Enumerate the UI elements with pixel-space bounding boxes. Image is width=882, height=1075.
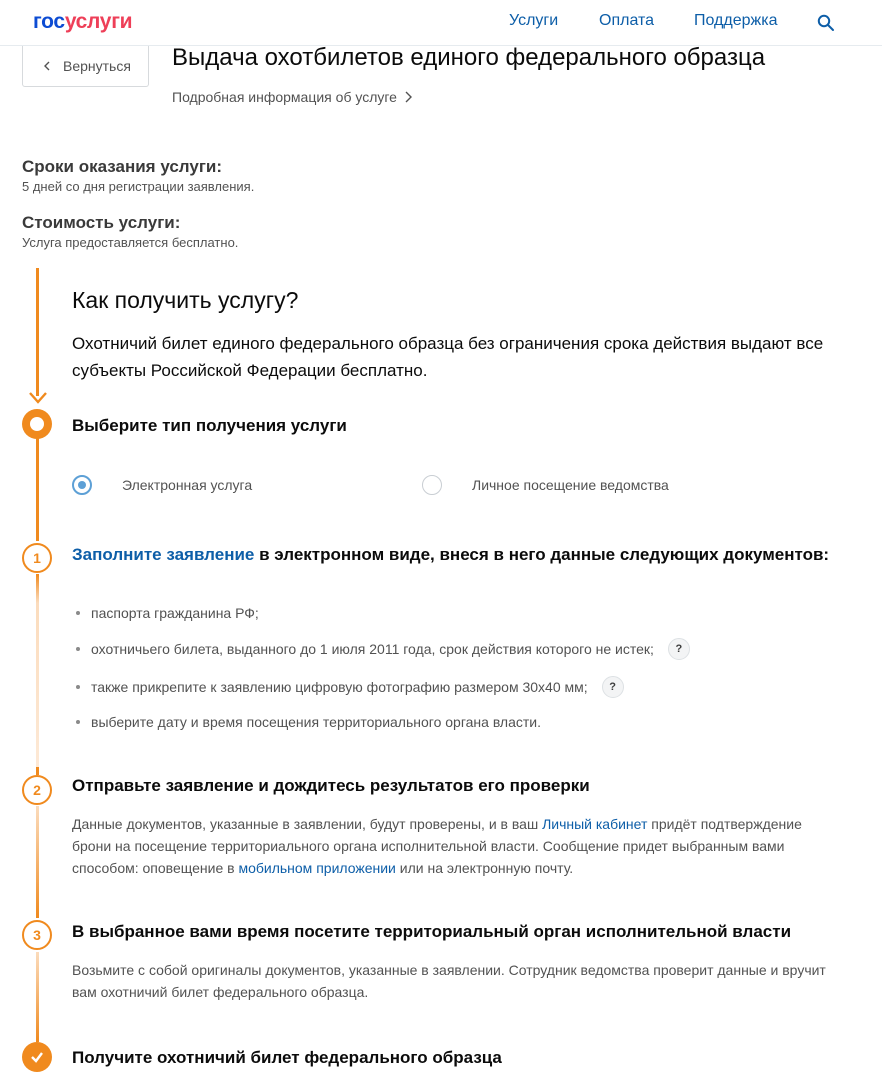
more-info-link[interactable] xyxy=(172,89,412,105)
radio-electronic-label[interactable]: Электронная услуга xyxy=(122,477,253,493)
mobile-app-link[interactable]: мобильном приложении xyxy=(238,860,396,876)
list-item-text: выберите дату и время посещения территориального органа власти. xyxy=(91,714,542,730)
timeline-line xyxy=(36,268,39,396)
cost-value: Услуга предоставляется бесплатно. xyxy=(22,235,239,250)
list-item-text: также прикрепите к заявлению цифровую фотографию размером 30х40 мм; xyxy=(91,679,588,695)
list-item xyxy=(76,676,624,698)
list-item-text: паспорта гражданина РФ; xyxy=(91,605,259,621)
how-title: Как получить услугу? xyxy=(72,287,299,313)
timeline-line xyxy=(36,952,39,1042)
terms-value: 5 дней со дня регистрации заявления. xyxy=(22,179,255,194)
timeline-line xyxy=(36,438,39,541)
step1-title xyxy=(72,542,832,567)
step-number-3: 3 xyxy=(22,920,52,950)
step-final-dot xyxy=(22,1042,52,1072)
radio-personal-visit-label[interactable]: Личное посещение ведомства xyxy=(472,477,669,493)
terms-label: Сроки оказания услуги: xyxy=(22,157,223,176)
more-info-label: Подробная информация об услуге xyxy=(172,89,397,105)
help-icon[interactable]: ? xyxy=(602,676,624,698)
timeline-line xyxy=(36,767,39,775)
step-number-1: 1 xyxy=(22,543,52,573)
list-item-text: охотничьего билета, выданного до 1 июля 2011 года, срок действия которого не истек; xyxy=(91,641,654,657)
radio-electronic[interactable] xyxy=(72,475,92,495)
timeline-line xyxy=(36,574,39,767)
bullet-icon xyxy=(76,685,80,689)
nav-support[interactable]: Поддержка xyxy=(694,12,778,29)
step2-text-a: Данные документов, указанные в заявлении, будут проверены, и в ваш xyxy=(72,816,543,832)
list-item xyxy=(76,714,541,730)
nav-services[interactable]: Услуги xyxy=(509,12,559,29)
bullet-icon xyxy=(76,611,80,615)
step-number-2: 2 xyxy=(22,775,52,805)
list-item xyxy=(76,605,259,621)
chevron-right-icon xyxy=(404,91,412,103)
header xyxy=(0,0,882,46)
arrow-down-icon xyxy=(28,385,48,405)
search-icon[interactable] xyxy=(817,14,835,32)
cost-label: Стоимость услуги: xyxy=(22,213,181,232)
list-item xyxy=(76,638,690,660)
step2-title: Отправьте заявление и дождитесь результатов его проверки xyxy=(72,776,590,795)
checkmark-icon xyxy=(29,1049,45,1065)
step2-text-b: придёт подтверждение брони на посещение территориального органа исполнительной власти. Сообщение придет выбранным вами способом: оповещение в xyxy=(72,816,802,876)
gosuslugi-logo[interactable]: госуслуги xyxy=(33,10,133,33)
help-icon[interactable]: ? xyxy=(668,638,690,660)
step1-title-rest: в электронном виде, внеся в него данные следующих документов: xyxy=(254,545,830,564)
back-button[interactable] xyxy=(22,46,149,87)
page-title: Выдача охотбилетов единого федерального образца xyxy=(172,44,766,71)
back-button-label: Вернуться xyxy=(63,58,131,74)
step2-text-c: или на электронную почту. xyxy=(395,860,574,876)
step-dot-start xyxy=(22,409,52,439)
step2-text xyxy=(72,813,842,879)
choose-title: Выберите тип получения услуги xyxy=(72,416,347,435)
bullet-icon xyxy=(76,720,80,724)
timeline-line xyxy=(36,806,39,918)
step3-title: В выбранное вами время посетите территориальный орган исполнительной власти xyxy=(72,922,792,941)
personal-account-link[interactable]: Личный кабинет xyxy=(542,816,648,832)
chevron-left-icon xyxy=(41,60,53,72)
bullet-icon xyxy=(76,647,80,651)
fill-application-link[interactable]: Заполните заявление xyxy=(72,545,255,564)
nav-payment[interactable]: Оплата xyxy=(599,12,655,29)
step3-text: Возьмите с собой оригиналы документов, указанные в заявлении. Сотрудник ведомства проверит данные и вручит вам охотничий билет федерального образца. xyxy=(72,962,826,1000)
final-title: Получите охотничий билет федерального образца xyxy=(72,1048,502,1067)
radio-personal-visit[interactable] xyxy=(422,475,442,495)
how-text: Охотничий билет единого федерального образца без ограничения срока действия выдают все субъекты Российской Федерации бесплатно. xyxy=(72,334,824,380)
